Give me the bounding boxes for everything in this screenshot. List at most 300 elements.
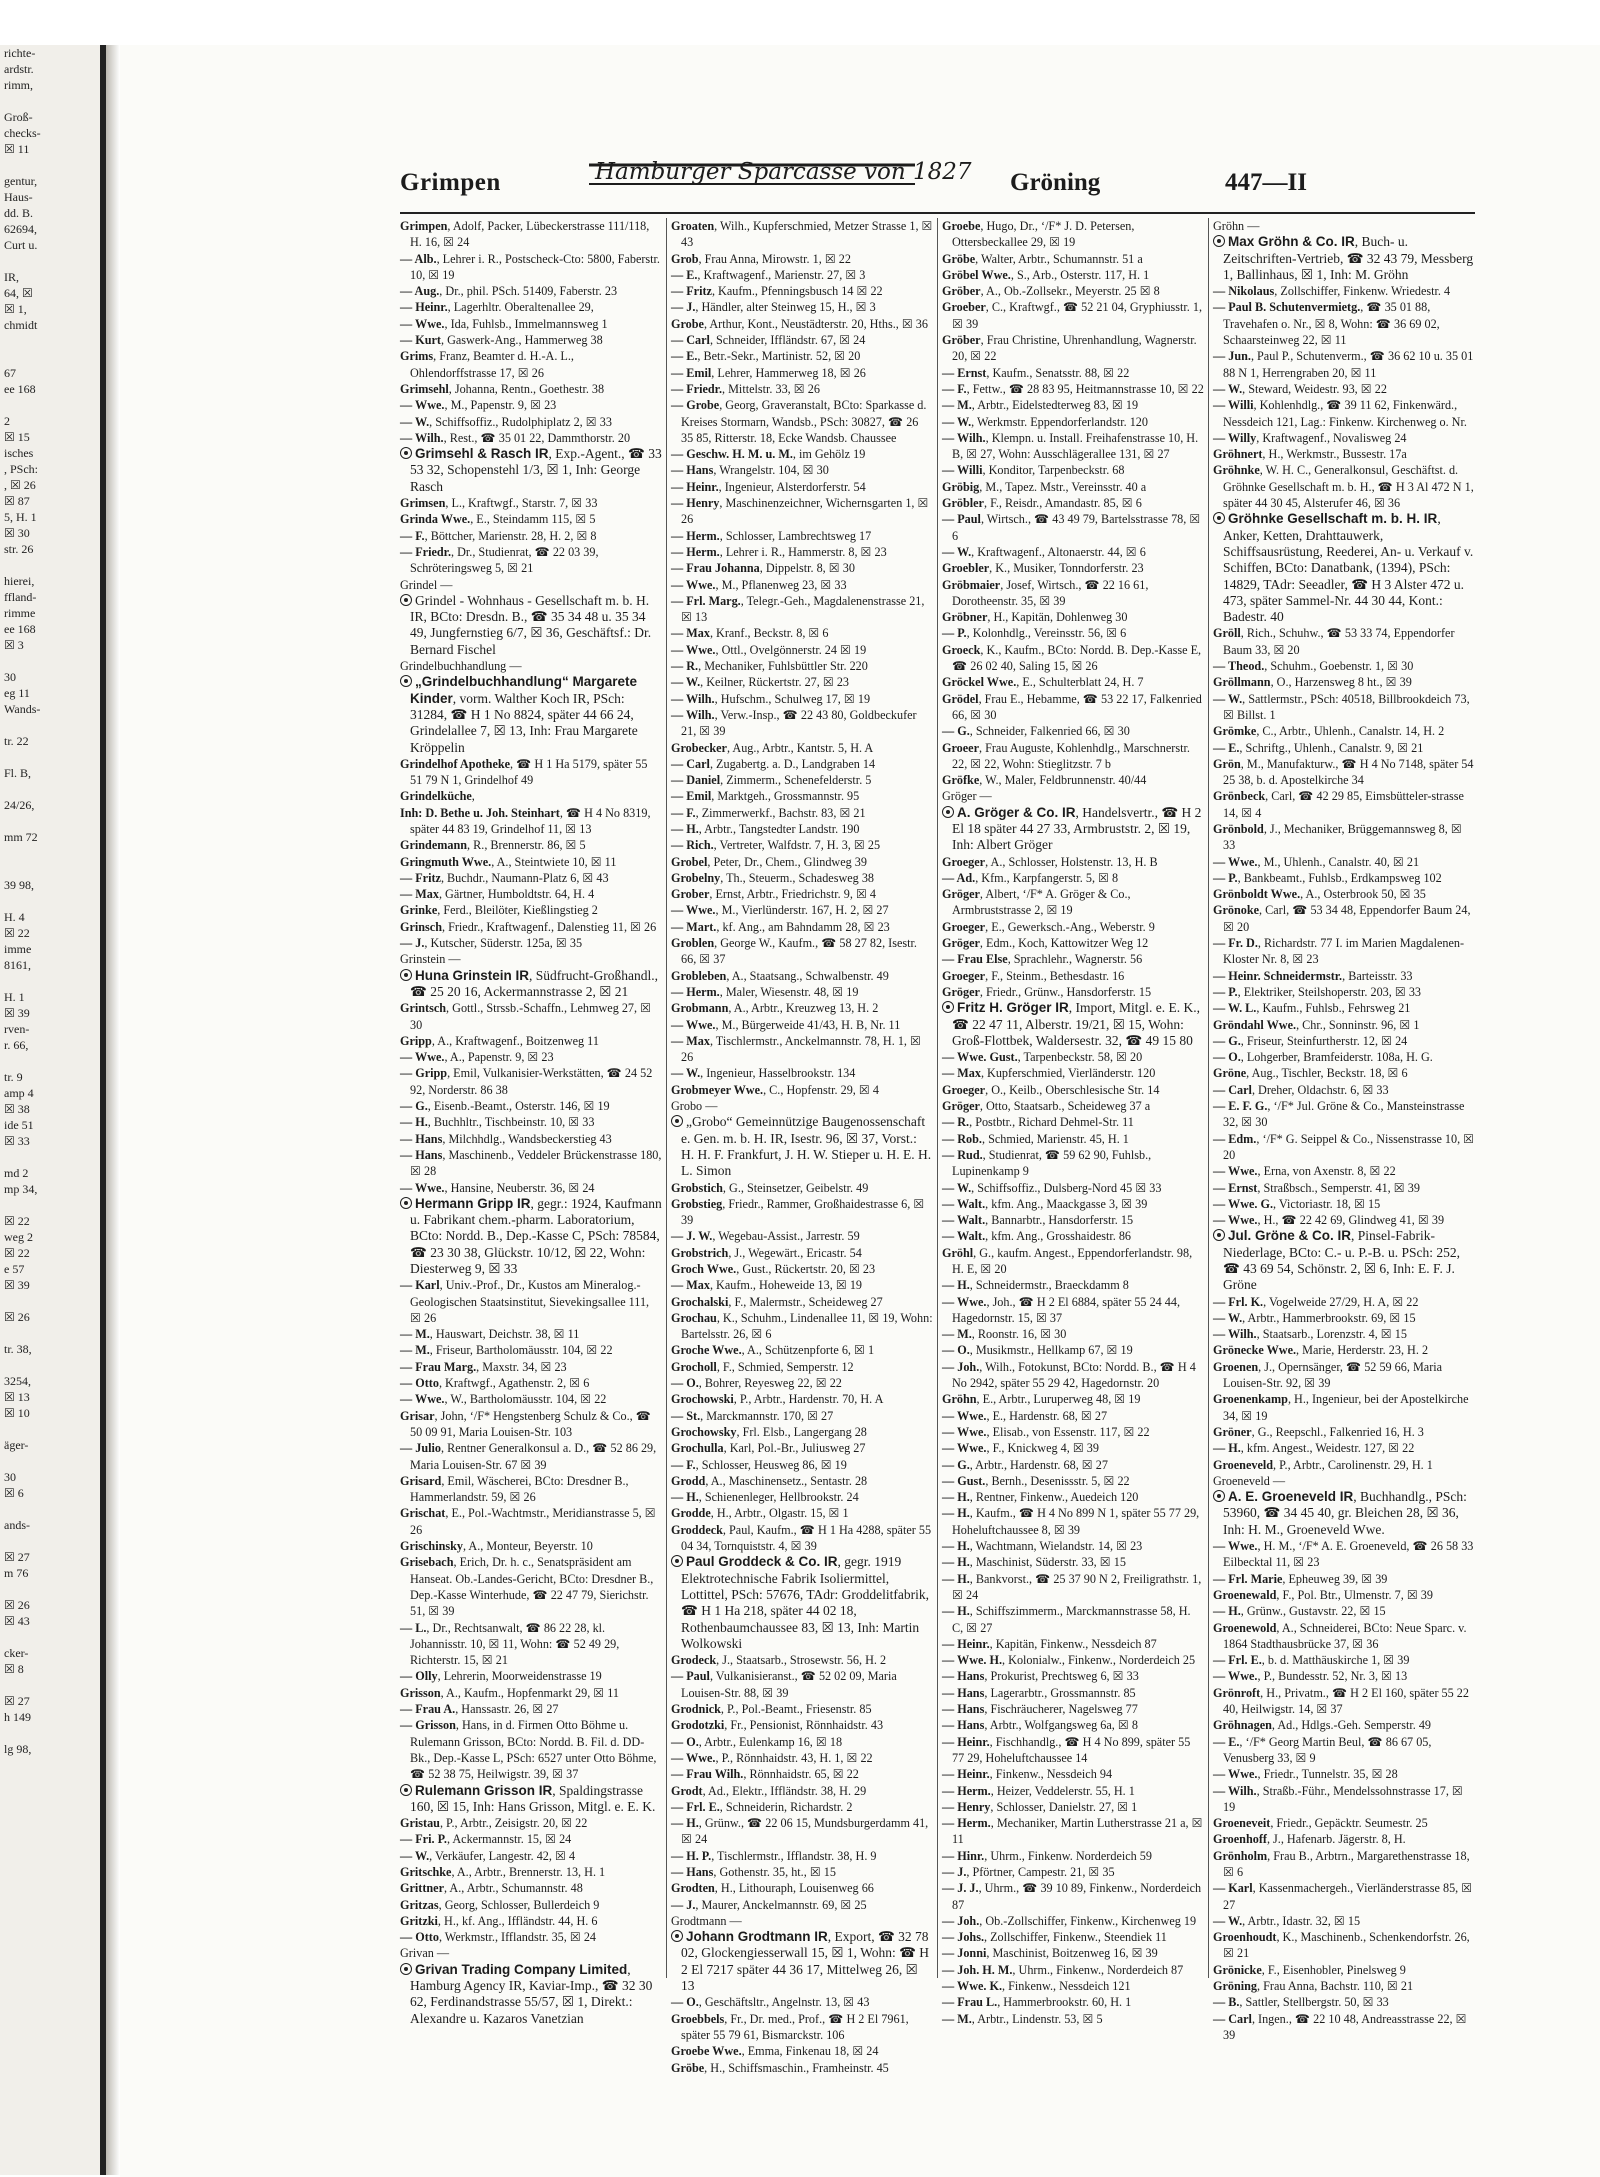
- directory-entry: Grodd, A., Maschinensetz., Sentastr. 28: [671, 1473, 868, 1488]
- previous-page-fragment: md 2: [4, 1166, 29, 1180]
- previous-page-fragment: ☒ 39: [4, 1278, 30, 1292]
- entry-name: — Wwe.: [400, 398, 445, 413]
- directory-entry: — Friedr., Mittelstr. 33, ☒ 26: [671, 381, 820, 396]
- directory-entry: — Paul B. Schutenvermietg., ☎ 35 01 88, Travehafen o. Nr., ☒ 8, Wohn: ☎ 36 69 02, Schaarsteinweg 22, ☒ 11: [1213, 300, 1440, 348]
- entry-name: — Wwe.: [400, 1050, 445, 1065]
- entry-name: — Henry: [942, 1799, 991, 1814]
- directory-entry: — Frl. K., Vogelweide 27/29, H. A, ☒ 22: [1213, 1294, 1419, 1309]
- directory-entry: — Wwe. G., Victoriastr. 18, ☒ 15: [1213, 1196, 1381, 1211]
- directory-entry: — Carl, Zugabertg. a. D., Landgraben 14: [671, 756, 876, 771]
- previous-page-fragment: Curt u.: [4, 238, 38, 252]
- entry-name: — Wwe.: [1213, 1213, 1258, 1228]
- entry-name: — H. P.: [671, 1848, 712, 1863]
- entry-name: — H.: [400, 1115, 428, 1130]
- directory-entry: Gringmuth Wwe., A., Steintwiete 10, ☒ 11: [400, 854, 617, 869]
- directory-entry: Grischinsky, A., Monteur, Beyerstr. 10: [400, 1539, 593, 1554]
- directory-entry: — M., Hauswart, Deichstr. 38, ☒ 11: [400, 1327, 580, 1342]
- directory-entry: — Edm., ‘/F* G. Seippel & Co., Nissenstrasse 10, ☒ 20: [1213, 1131, 1475, 1162]
- entry-name: — F.: [671, 805, 696, 820]
- entry-name: — Henry: [671, 496, 720, 511]
- entry-name: Grochalski: [671, 1294, 729, 1309]
- directory-entry: Grön, M., Manufakturw., ☎ H 4 No 7148, später 54 25 38, b. d. Apostelkirche 34: [1213, 756, 1474, 788]
- directory-entry: — Nikolaus, Zollschiffer, Finkenw. Wriedestr. 4: [1213, 284, 1451, 299]
- entry-name: — M.: [942, 2011, 972, 2026]
- entry-name: — R.: [671, 659, 699, 674]
- entry-name: — Kurt: [400, 333, 441, 348]
- entry-name: — Mart.: [671, 919, 717, 934]
- directory-entry: — H., Grünw., Gustavstr. 22, ☒ 15: [1213, 1604, 1386, 1619]
- directory-entry: — Wwe., Ida, Fuhlsb., Immelmannsweg 1: [400, 316, 608, 331]
- directory-entry: A. E. Groeneveld IR, Buchhandlg., PSch: 53960, ☎ 34 45 40, gr. Bleichen 28, ☒ 36, Inh: H. M., Groeneveld Wwe.: [1213, 1489, 1475, 1538]
- directory-entry: — Max, Kranf., Beckstr. 8, ☒ 6: [671, 626, 829, 641]
- directory-entry: Grochalski, F., Malermstr., Scheideweg 27: [671, 1294, 883, 1309]
- entry-name: Gröger: [942, 936, 980, 951]
- entry-name: — Wwe.: [1213, 1669, 1258, 1684]
- previous-page-fragment: ☒ 8: [4, 1662, 24, 1676]
- directory-entry: — Wwe., M., Vierlünderstr. 167, H. 2, ☒ 27: [671, 903, 889, 918]
- directory-entry: — Ernst, Kaufm., Senatsstr. 88, ☒ 22: [942, 365, 1130, 380]
- directory-entry: — Heinr., Fischhandlg., ☎ H 4 No 899, später 55 77 29, Hoheluftchaussee 14: [942, 1734, 1191, 1765]
- column-3: [942, 218, 1204, 2026]
- entry-name: — Heinr.: [942, 1767, 990, 1782]
- directory-entry: — H., Buchhltr., Tischbeinstr. 10, ☒ 33: [400, 1115, 595, 1130]
- directory-entry: Grobecker, Aug., Arbtr., Kantstr. 5, H. A: [671, 740, 874, 755]
- entry-name: — J. W.: [671, 1229, 713, 1244]
- directory-entry: Fritz H. Gröger IR, Import, Mitgl. e. E. K., ☎ 22 47 11, Alberstr. 19/21, ☒ 15, Wohn: Groß-Flottbek, Waldersestr. 32, ☎ 49 15 80: [942, 1000, 1204, 1049]
- previous-page-fragment: [0, 349, 100, 365]
- directory-entry: Groblen, George W., Kaufm., ☎ 58 27 82, Isestr. 66, ☒ 37: [671, 936, 917, 967]
- entry-name: — R.: [942, 1115, 970, 1130]
- previous-page-fragment: rven-: [4, 1022, 30, 1036]
- directory-entry: Gröbner, H., Kapitän, Dohlenweg 30: [942, 610, 1128, 625]
- directory-entry: Grocholl, F., Schmied, Semperstr. 12: [671, 1359, 854, 1374]
- column-4: [1213, 218, 1475, 2042]
- previous-page-fragment: ☒ 11: [4, 142, 30, 156]
- entry-name: — H.: [671, 1490, 699, 1505]
- directory-entry: — Wwe., Joh., ☎ H 2 El 6884, später 55 24 44, Hagedornstr. 15, ☒ 37: [942, 1294, 1181, 1325]
- entry-name: Grobstieg: [671, 1196, 723, 1211]
- entry-name: Gröckel Wwe.: [942, 675, 1017, 690]
- directory-entry: Gritzas, Georg, Schlosser, Bullerdeich 9: [400, 1897, 600, 1912]
- previous-page-fragment: [0, 717, 100, 733]
- directory-entry: — J., Maurer, Anckelmannstr. 69, ☒ 25: [671, 1897, 867, 1912]
- previous-page-fragment: ☒ 30: [4, 526, 30, 540]
- directory-entry: Grönboldt Wwe., A., Osterbrook 50, ☒ 35: [1213, 887, 1426, 902]
- directory-entry: — Wwe., H., ☎ 22 42 69, Glindweg 41, ☒ 39: [1213, 1213, 1445, 1228]
- previous-page-fragment: [0, 845, 100, 861]
- entry-name: Groebe: [942, 219, 981, 233]
- previous-page-fragment: [0, 1677, 100, 1693]
- directory-entry: — Rich., Vertreter, Walfdstr. 7, H. 3, ☒ 25: [671, 838, 881, 853]
- entry-name: — F.: [671, 1457, 696, 1472]
- entry-name: — F.: [400, 528, 425, 543]
- previous-page-fragment: 2: [4, 414, 10, 428]
- entry-name: — Max: [942, 1066, 981, 1081]
- entry-name: — Rich.: [671, 838, 714, 853]
- directory-entry: — W., Schiffsoffiz., Dulsberg-Nord 45 ☒ 33: [942, 1180, 1162, 1195]
- directory-entry: Grindelküche,: [400, 789, 475, 804]
- directory-entry: — Wwe., W., Bartholomäusstr. 104, ☒ 22: [400, 1392, 607, 1407]
- previous-page-fragment: ☒ 26: [4, 1598, 30, 1612]
- entry-name: — Heinr.: [671, 479, 719, 494]
- directory-entry: — H., Bankvorst., ☎ 25 37 90 N 2, Freiligrathstr. 1, ☒ 24: [942, 1571, 1202, 1602]
- directory-entry: Groenewold, A., Schneiderei, BCto: Neue Sparc. v. 1864 Stadthausbrücke 37, ☒ 36: [1213, 1620, 1467, 1651]
- entry-name: Grinsch: [400, 919, 442, 934]
- directory-entry: Gröning, Frau Anna, Bachstr. 110, ☒ 21: [1213, 1979, 1414, 1994]
- directory-entry: Groch Wwe., Gust., Rückertstr. 20, ☒ 23: [671, 1262, 876, 1276]
- directory-entry: Gröger —: [942, 789, 992, 804]
- directory-entry: Groebe Wwe., Emma, Finkenau 18, ☒ 24: [671, 2044, 879, 2059]
- directory-entry: — Grisson, Hans, in d. Firmen Otto Böhme u. Rulemann Grisson, BCto: Nordd. B. Fil. d. DD-Bk., Dep.-Kasse L, PSch: 6527 unter Otto Böhme, ☎ 52 38 75, Heilwigstr. 39, ☒ 37: [400, 1718, 657, 1782]
- entry-name: — W.: [400, 1848, 430, 1863]
- entry-name: Groenewold: [1213, 1620, 1277, 1635]
- previous-page-fragment: Groß-: [4, 110, 33, 124]
- directory-entry: — Hans, Arbtr., Wolfgangsweg 6a, ☒ 8: [942, 1718, 1138, 1733]
- directory-entry: — Joh. H. M., Uhrm., Finkenw., Norderdeich 87: [942, 1962, 1184, 1977]
- directory-entry: Grinsch, Friedr., Kraftwagenf., Dalenstieg 11, ☒ 26: [400, 919, 657, 934]
- previous-page-fragment: eg 11: [4, 686, 30, 700]
- header-left-name: Grimpen: [400, 169, 501, 196]
- entry-name: — M.: [400, 1327, 430, 1342]
- entry-name: Grimsehl & Rasch IR: [415, 446, 549, 462]
- entry-name: Groenen: [1213, 1359, 1259, 1374]
- entry-name: — Max: [671, 626, 710, 641]
- directory-entry: — Friedr., Dr., Studienrat, ☎ 22 03 39, Schröteringsweg 5, ☒ 21: [400, 544, 599, 576]
- directory-entry: Gröbe, Walter, Arbtr., Schumannstr. 51 a: [942, 251, 1143, 266]
- entry-name: — Carl: [1213, 2011, 1252, 2026]
- entry-name: — Ernst: [942, 365, 987, 380]
- directory-entry: — O., Lohgerber, Bramfeiderstr. 108a, H. G.: [1213, 1050, 1433, 1065]
- directory-entry: Grittner, A., Arbtr., Schumannstr. 48: [400, 1881, 583, 1896]
- directory-entry: — Daniel, Zimmerm., Schenefelderstr. 5: [671, 773, 872, 788]
- entry-name: — W.: [942, 414, 972, 429]
- previous-page-fragment: H. 1: [4, 990, 25, 1004]
- firm-marker-icon: [671, 1115, 683, 1127]
- directory-entry: Grömke, C., Arbtr., Uhlenh., Canalstr. 14, H. 2: [1213, 724, 1445, 739]
- previous-page-fragment: [0, 157, 100, 173]
- previous-page-fragment: [0, 1629, 100, 1645]
- entry-name: — Wwe. K.: [942, 1979, 1003, 1994]
- directory-entry: — E., Kraftwagenf., Marienstr. 27, ☒ 3: [671, 267, 866, 282]
- entry-name: — Wwe.: [942, 1294, 987, 1309]
- entry-name: Groebbels: [671, 2011, 725, 2026]
- previous-page-fragment: [0, 973, 100, 989]
- entry-name: Groeger: [942, 968, 986, 983]
- entry-name: — Wwe. G.: [1213, 1196, 1274, 1211]
- directory-entry: — Frau A., Hanssastr. 26, ☒ 27: [400, 1702, 559, 1717]
- previous-page-fragment: tr. 9: [4, 1070, 23, 1084]
- directory-entry: Grobmann, A., Arbtr., Kreuzweg 13, H. 2: [671, 1001, 879, 1016]
- directory-entry: — H., Grünw., ☎ 22 06 15, Mundsburgerdamm 41, ☒ 24: [671, 1816, 929, 1847]
- directory-entry: Gröckel Wwe., E., Schulterblatt 24, H. 7: [942, 675, 1144, 690]
- entry-name: — Walt.: [942, 1196, 986, 1211]
- entry-name: Groblen: [671, 936, 715, 951]
- previous-page-fragment: r. 66,: [4, 1038, 29, 1052]
- directory-entry: — Gust., Bernh., Desenissstr. 5, ☒ 22: [942, 1473, 1130, 1488]
- entry-name: — G.: [942, 1457, 970, 1472]
- entry-name: — Wilh.: [1213, 1327, 1257, 1342]
- directory-entry: Grimpen, Adolf, Packer, Lübeckerstrasse 111/118, H. 16, ☒ 24: [400, 219, 650, 250]
- entry-name: Groeger: [942, 1082, 986, 1097]
- directory-entry: — Hans, Gothenstr. 35, ht., ☒ 15: [671, 1864, 836, 1879]
- directory-entry: — H., Schienenleger, Hellbrookstr. 24: [671, 1490, 859, 1505]
- entry-name: — Frau L.: [942, 1995, 998, 2010]
- directory-entry: Groebbels, Fr., Dr. med., Prof., ☎ H 2 El 7961, später 55 79 61, Bismarckstr. 106: [671, 2011, 909, 2042]
- previous-page-fragment: ardstr.: [4, 62, 34, 76]
- directory-entry: — J., Kutscher, Süderstr. 125a, ☒ 35: [400, 936, 583, 951]
- firm-marker-icon: [671, 1930, 683, 1942]
- entry-name: — Jonni: [942, 1946, 987, 1961]
- previous-page-fragment: ee 168: [4, 622, 36, 636]
- directory-entry: — St., Marckmannstr. 170, ☒ 27: [671, 1408, 834, 1423]
- entry-name: — Johs.: [942, 1930, 984, 1945]
- directory-entry: — Fri. P., Ackermannstr. 15, ☒ 24: [400, 1832, 572, 1847]
- directory-entry: — Joh., Ob.-Zollschiffer, Finkenw., Kirchenweg 19: [942, 1913, 1197, 1928]
- directory-entry: Gröbe, H., Schiffsmaschin., Framheinstr. 45: [671, 2060, 889, 2075]
- entry-name: Gröhl: [942, 1245, 974, 1260]
- directory-entry: „Grindelbuchhandlung“ Margarete Kinder, vorm. Walther Koch IR, PSch: 31284, ☎ H 1 No 8824, später 44 66 24, Grindelallee 7, ☒ 13, Inh: Frau Margarete Kröppelin: [400, 674, 662, 755]
- previous-page-fragment: [0, 1149, 100, 1165]
- firm-marker-icon: [1213, 1229, 1225, 1241]
- directory-entry: Max Gröhn & Co. IR, Buch- u. Zeitschriften-Vertrieb, ☎ 32 43 79, Messberg 1, Ballinhaus, ☒ 1, Inh: M. Gröhn: [1213, 234, 1475, 283]
- entry-name: Gringmuth Wwe.: [400, 854, 492, 869]
- entry-name: — E. F. G.: [1213, 1099, 1268, 1114]
- entry-name: Gröhnert: [1213, 447, 1263, 462]
- entry-name: Grön: [1213, 756, 1241, 771]
- directory-entry: Gröhnagen, Ad., Hdlgs.-Geh. Semperstr. 49: [1213, 1718, 1432, 1733]
- previous-page-fragment: ffland-: [4, 590, 37, 604]
- directory-entry: Grivan Trading Company Limited, Hamburg Agency IR, Kaviar-Imp., ☎ 32 30 62, Ferdinandstrasse 55/57, ☒ 1, Direkt.: Alexandre u. Kazaros Vanetzian: [400, 1962, 662, 2027]
- entry-name: — Carl: [671, 333, 710, 348]
- previous-page-fragment: [0, 1197, 100, 1213]
- directory-entry: — Jonni, Maschinist, Boitzenweg 16, ☒ 39: [942, 1946, 1158, 1961]
- logo-text: Hamburger Sparcasse von 1827: [595, 159, 972, 185]
- entry-name: — Frau A.: [400, 1702, 456, 1717]
- directory-entry: Gritschke, A., Arbtr., Brennerstr. 13, H. 1: [400, 1864, 606, 1879]
- directory-entry: — Wwe., A., Papenstr. 9, ☒ 23: [400, 1050, 554, 1065]
- entry-name: — Walt.: [942, 1213, 986, 1228]
- directory-entry: — W., Arbtr., Idastr. 32, ☒ 15: [1213, 1913, 1361, 1928]
- directory-entry: Grivan —: [400, 1946, 450, 1961]
- previous-page-fragment: ☒ 22: [4, 1246, 30, 1260]
- directory-entry: Grimsehl, Johanna, Rentn., Goethestr. 38: [400, 381, 605, 396]
- entry-name: — Grobe: [671, 398, 720, 413]
- entry-name: — Joh. H. M.: [942, 1962, 1013, 1977]
- directory-entry: Grisebach, Erich, Dr. h. c., Senatspräsident am Hanseat. Ob.-Landes-Gericht, BCto: Dresdner B., Dep.-Kasse Winterhude, ☎ 22 47 79, Sierichstr. 51, ☒ 39: [400, 1555, 654, 1619]
- previous-page-fragment: tr. 38,: [4, 1342, 32, 1356]
- directory-entry: Grönbold, J., Mechaniker, Brüggemannsweg 8, ☒ 33: [1213, 821, 1462, 853]
- directory-columns: [400, 218, 1475, 2075]
- entry-name: — Joh.: [942, 1359, 980, 1374]
- directory-entry: Groeger, E., Gewerksch.-Ang., Weberstr. 9: [942, 919, 1155, 934]
- entry-name: Grims: [400, 349, 434, 364]
- entry-name: — Emil: [671, 789, 712, 804]
- directory-entry: Grindel - Wohnhaus - Gesellschaft m. b. H. IR, BCto: Dresdn. B., ☎ 35 34 48 u. 35 34 49, Jungfernstieg 6/7, ☒ 36, Geschäftsf.: Dr. Bernard Fischel: [400, 593, 662, 658]
- directory-entry: — Julio, Rentner Generalkonsul a. D., ☎ 52 86 29, Maria Louisen-Str. 67 ☒ 39: [400, 1441, 657, 1472]
- directory-entry: Grönroft, H., Privatm., ☎ H 2 El 160, später 55 22 40, Heilwigstr. 14, ☒ 37: [1213, 1685, 1469, 1717]
- entry-name: — Wwe.: [1213, 1539, 1258, 1554]
- directory-entry: Grobstich, G., Steinsetzer, Geibelstr. 49: [671, 1180, 869, 1195]
- directory-entry: A. Gröger & Co. IR, Handelsvertr., ☎ H 2 El 18 später 44 27 33, Armbruststr. 2, ☒ 19, Inh: Albert Gröger: [942, 805, 1204, 854]
- entry-name: Grisebach: [400, 1555, 454, 1570]
- directory-entry: — Geschw. H. M. u. M., im Gehölz 19: [671, 447, 866, 462]
- directory-entry: — Max, Gärtner, Humboldtstr. 64, H. 4: [400, 887, 595, 902]
- directory-entry: Gröndahl Wwe., Chr., Sonninstr. 96, ☒ 1: [1213, 1017, 1420, 1032]
- entry-name: — Friedr.: [671, 381, 722, 396]
- entry-name: — Ad.: [942, 870, 976, 885]
- directory-entry: — H., Rentner, Finkenw., Auedeich 120: [942, 1490, 1139, 1505]
- column-divider: [666, 218, 667, 1978]
- firm-marker-icon: [942, 806, 954, 818]
- firm-marker-icon: [942, 1001, 954, 1013]
- entry-name: — Alb.: [400, 251, 437, 266]
- entry-name: Gröbler: [942, 496, 984, 511]
- entry-name: Grober: [671, 887, 710, 902]
- directory-entry: Grödel, Frau E., Hebamme, ☎ 53 22 17, Falkenried 66, ☒ 30: [942, 691, 1202, 722]
- entry-name: Gröbig: [942, 479, 980, 494]
- entry-name: — Hans: [942, 1702, 985, 1717]
- directory-entry: — Olly, Lehrerin, Moorweidenstrasse 19: [400, 1669, 602, 1684]
- directory-entry: — Otto, Kraftwgf., Agathenstr. 2, ☒ 6: [400, 1376, 590, 1391]
- previous-page-fragment: [0, 653, 100, 669]
- entry-name: Groeger: [942, 854, 986, 869]
- entry-name: Grönroft: [1213, 1685, 1261, 1700]
- directory-entry: Gröger, Albert, ‘/F* A. Gröger & Co., Armbruststrasse 2, ☒ 19: [942, 887, 1131, 918]
- directory-entry: — Henry, Schlosser, Danielstr. 27, ☒ 1: [942, 1799, 1138, 1814]
- entry-name: Grobecker: [671, 740, 727, 755]
- directory-entry: Groeck, K., Kaufm., BCto: Nordd. B. Dep.-Kasse E, ☎ 26 02 40, Saling 15, ☒ 26: [942, 642, 1202, 674]
- entry-name: Grönboldt Wwe.: [1213, 887, 1301, 902]
- previous-page-fragment: [0, 333, 100, 349]
- entry-name: — Emil: [671, 365, 712, 380]
- entry-name: Grochowski: [671, 1392, 734, 1407]
- directory-entry: Grönholm, Frau B., Arbtrn., Margarethenstrasse 18, ☒ 6: [1213, 1848, 1470, 1879]
- entry-name: — G.: [400, 1099, 428, 1114]
- previous-page-fragment: ☒ 10: [4, 1406, 30, 1420]
- directory-entry: — Frau Else, Sprachlehr., Wagnerstr. 56: [942, 952, 1143, 967]
- directory-entry: — Max, Tischlermstr., Anckelmannstr. 78, H. 1, ☒ 26: [671, 1033, 921, 1065]
- directory-entry: — M., Arbtr., Lindenstr. 53, ☒ 5: [942, 2011, 1103, 2026]
- entry-name: Grisson: [400, 1685, 441, 1700]
- entry-name: — P.: [942, 626, 967, 641]
- entry-name: Grimsen: [400, 496, 446, 511]
- entry-name: — Heinr.: [400, 300, 448, 315]
- entry-name: — Wwe.: [400, 316, 445, 331]
- entry-name: — Walt.: [942, 1229, 986, 1244]
- directory-entry: Grobmeyer Wwe., C., Hopfenstr. 29, ☒ 4: [671, 1082, 879, 1097]
- directory-entry: Grinstein —: [400, 952, 461, 967]
- previous-page-fragment: ☒ 87: [4, 494, 30, 508]
- directory-entry: — H., Maschinist, Süderstr. 33, ☒ 15: [942, 1555, 1126, 1570]
- entry-name: — L.: [400, 1620, 427, 1635]
- directory-entry: Grobelny, Th., Steuerm., Schadesweg 38: [671, 870, 875, 885]
- directory-entry: Groenhoff, J., Hafenarb. Jägerstr. 8, H.: [1213, 1832, 1406, 1847]
- directory-entry: Grimsehl & Rasch IR, Exp.-Agent., ☎ 33 53 32, Schopenstehl 1/3, ☒ 1, Inh: George Rasch: [400, 446, 662, 495]
- directory-entry: — Fritz, Buchdr., Naumann-Platz 6, ☒ 43: [400, 870, 609, 885]
- previous-page-fragment: ☒ 27: [4, 1694, 30, 1708]
- directory-entry: — M., Friseur, Bartholomäusstr. 104, ☒ 22: [400, 1343, 613, 1358]
- entry-name: — Frl. Marg.: [671, 593, 741, 608]
- header-rule: [400, 212, 1475, 214]
- directory-entry: — W., Werkmstr. Eppendorferlandstr. 120: [942, 414, 1148, 429]
- entry-name: „Grindelbuchhandlung“ Margarete Kinder: [410, 674, 638, 706]
- sparcasse-logo: [585, 135, 972, 205]
- directory-entry: Gröhn, E., Arbtr., Luruperweg 48, ☒ 19: [942, 1392, 1141, 1407]
- entry-name: — Karl: [1213, 1881, 1253, 1896]
- directory-entry: Groche Wwe., A., Schützenpforte 6, ☒ 1: [671, 1343, 875, 1358]
- previous-page-fragment: ands-: [4, 1518, 30, 1532]
- entry-name: Gröhnke: [1213, 463, 1260, 478]
- directory-entry: — Max, Kaufm., Hoheweide 13, ☒ 19: [671, 1278, 863, 1293]
- directory-entry: — Max, Kupferschmied, Vierländerstr. 120: [942, 1066, 1156, 1081]
- directory-entry: Grönecke Wwe., Marie, Herderstr. 23, H. 2: [1213, 1343, 1429, 1358]
- previous-page-fragment: [0, 1725, 100, 1741]
- entry-name: Max Gröhn & Co. IR: [1228, 234, 1355, 250]
- entry-name: — B.: [1213, 1995, 1240, 2010]
- entry-name: Grönicke: [1213, 1962, 1262, 1977]
- entry-name: Gristau: [400, 1816, 440, 1831]
- previous-page-fragment: [0, 861, 100, 877]
- directory-entry: — Wwe., E., Hardenstr. 68, ☒ 27: [942, 1408, 1108, 1423]
- entry-name: Grodotzki: [671, 1718, 725, 1733]
- directory-entry: — Johs., Zollschiffer, Finkenw., Steendiek 11: [942, 1930, 1167, 1945]
- previous-page-fragment: [0, 93, 100, 109]
- entry-name: — Aug.: [400, 284, 440, 299]
- firm-marker-icon: [1213, 1490, 1225, 1502]
- entry-name: — Gripp: [400, 1066, 448, 1081]
- entry-name: — W.: [1213, 691, 1243, 706]
- entry-name: Grobmann: [671, 1001, 729, 1016]
- entry-name: Grönecke Wwe.: [1213, 1343, 1297, 1358]
- directory-entry: Rulemann Grisson IR, Spaldingstrasse 160, ☒ 15, Inh: Hans Grisson, Mitgl. e. E. K.: [400, 1783, 662, 1816]
- previous-page-fragment: [0, 1357, 100, 1373]
- entry-name: — J.: [671, 300, 696, 315]
- directory-entry: — F., Böttcher, Marienstr. 28, H. 2, ☒ 8: [400, 528, 597, 543]
- entry-name: Grobmeyer Wwe.: [671, 1082, 764, 1097]
- previous-page-fragment: rimm,: [4, 78, 33, 92]
- directory-entry: Grob, Frau Anna, Mirowstr. 1, ☒ 22: [671, 251, 851, 266]
- directory-entry: Grodtmann —: [671, 1913, 742, 1928]
- directory-entry: — Rud., Studienrat, ☎ 59 62 90, Fuhlsb., Lupinenkamp 9: [942, 1147, 1152, 1179]
- entry-name: — J. J.: [942, 1881, 979, 1896]
- directory-entry: — H., kfm. Angest., Weidestr. 127, ☒ 22: [1213, 1441, 1415, 1456]
- entry-name: Paul Groddeck & Co. IR: [686, 1554, 838, 1570]
- directory-entry: — Willy, Kraftwagenf., Novalisweg 24: [1213, 430, 1407, 445]
- previous-page-fragment: imme: [4, 942, 32, 956]
- entry-name: — Wilh.: [1213, 1783, 1257, 1798]
- directory-entry: — Frau Marg., Maxstr. 34, ☒ 23: [400, 1359, 567, 1374]
- directory-entry: — W., Steward, Weidestr. 93, ☒ 22: [1213, 381, 1387, 396]
- previous-page-fragment: [0, 1325, 100, 1341]
- directory-entry: — Herm., Maler, Wiesenstr. 48, ☒ 19: [671, 984, 859, 999]
- entry-name: — W. L.: [1213, 1001, 1257, 1016]
- entry-name: Grindelhof Apotheke: [400, 756, 511, 771]
- entry-name: — Nikolaus: [1213, 284, 1275, 299]
- entry-name: — Willy: [1213, 430, 1257, 445]
- directory-entry: — Otto, Werkmstr., Ifflandstr. 35, ☒ 24: [400, 1930, 597, 1945]
- previous-page-fragment: [0, 1533, 100, 1549]
- directory-entry: — Carl, Schneider, Iffländstr. 67, ☒ 24: [671, 333, 866, 348]
- page-number: 447—II: [1225, 169, 1307, 196]
- previous-page-fragment: Fl. B,: [4, 766, 32, 780]
- previous-page-fragment: [0, 1757, 100, 1773]
- directory-entry: — Heinr., Kapitän, Finkenw., Nessdeich 87: [942, 1636, 1157, 1651]
- entry-name: — Max: [671, 1278, 710, 1293]
- entry-name: — Herm.: [671, 984, 720, 999]
- entry-name: — Carl: [1213, 1082, 1252, 1097]
- firm-marker-icon: [400, 675, 412, 687]
- entry-name: Gröner: [1213, 1424, 1252, 1439]
